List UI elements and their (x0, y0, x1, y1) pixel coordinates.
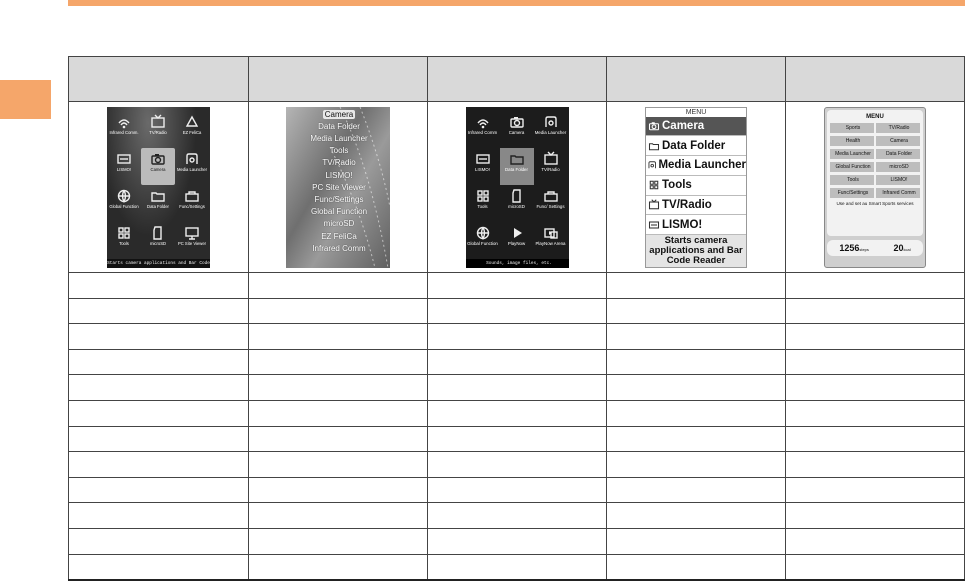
pc-icon (184, 225, 200, 241)
folder-icon (509, 151, 525, 167)
menu-comparison-table (68, 56, 965, 581)
menu-item-label: Data Folder (147, 203, 169, 209)
menu-list-item[interactable] (288, 121, 390, 133)
table-cell (607, 528, 786, 554)
table-cell (249, 554, 428, 580)
table-cell (249, 349, 428, 375)
table-cell (607, 324, 786, 350)
play-icon (509, 225, 525, 241)
menu-item-label: PlayNow (507, 240, 526, 246)
menu-list-item[interactable] (288, 133, 390, 145)
menu-item-label: Func/ Settings (536, 203, 565, 209)
table-cell (607, 349, 786, 375)
menu-list-item[interactable] (288, 243, 390, 255)
menu-item-label: microSD (149, 240, 167, 246)
menu-item-label: TV/Radio (322, 158, 356, 168)
table-cell (249, 452, 428, 478)
table-cell (249, 400, 428, 426)
table-cell (69, 375, 249, 401)
menu-icon-item[interactable] (141, 111, 175, 148)
media-launcher-icon (184, 151, 200, 167)
camera-icon (150, 151, 166, 167)
menu-icon-item[interactable] (534, 222, 568, 259)
status-line: Starts camera applications and Bar Code (107, 260, 210, 266)
folder-icon (150, 188, 166, 204)
table-header-row (69, 57, 965, 102)
table-row (69, 324, 965, 350)
table-cell (249, 503, 428, 529)
menu-note: Use and set au Smart Sports services (836, 200, 914, 206)
table-cell (69, 273, 249, 299)
menu-item-label: Infrared Comm (467, 129, 498, 135)
table-row (69, 400, 965, 426)
table-cell (69, 400, 249, 426)
table-row (69, 503, 965, 529)
menu-list (286, 107, 390, 255)
menu-item-label: Tools (119, 240, 129, 246)
menu-item-label: TV/Radio (662, 199, 712, 212)
text-list-menu-screen (286, 107, 390, 268)
table-cell (607, 273, 786, 299)
menu-list-item[interactable] (646, 136, 746, 156)
globe-icon (116, 188, 132, 204)
table-cell (786, 426, 965, 452)
table-cell (786, 298, 965, 324)
menu-icon-item[interactable] (500, 222, 534, 259)
screenshot-cell (786, 102, 965, 273)
menu-item-label: EZ FeliCa (182, 129, 202, 135)
menu-item-label: Global Function (109, 203, 139, 209)
table-cell (69, 452, 249, 478)
menu-list-item[interactable] (288, 231, 390, 243)
table-cell (428, 273, 607, 299)
menu-list-item[interactable] (646, 196, 746, 216)
menu-item-label: Infrared Comm. (109, 129, 139, 135)
menu-item-label: LISMO! (662, 218, 703, 231)
top-accent-bar (68, 0, 965, 6)
table-cell (428, 298, 607, 324)
table-cell (786, 400, 965, 426)
table-row (69, 554, 965, 580)
menu-item-label: TV/Radio (149, 129, 167, 135)
table-cell (428, 528, 607, 554)
tools-icon (116, 225, 132, 241)
tv-icon (543, 151, 559, 167)
arena-icon (543, 225, 559, 241)
table-cell (249, 477, 428, 503)
menu-icon-item[interactable] (466, 148, 500, 185)
menu-icon-item[interactable] (175, 222, 209, 259)
header-cell (607, 57, 786, 102)
table-cell (428, 349, 607, 375)
menu-item-label: Global Function (310, 207, 368, 217)
menu-button[interactable]: Media Launcher (830, 149, 874, 159)
table-cell (786, 273, 965, 299)
tv-icon (150, 114, 166, 130)
menu-icon-item[interactable] (466, 185, 500, 222)
table-cell (607, 503, 786, 529)
menu-icon-item[interactable] (500, 111, 534, 148)
lismo-icon (475, 151, 491, 167)
settings-icon (184, 188, 200, 204)
lismo-icon (647, 219, 661, 231)
menu-title: MENU (866, 113, 884, 120)
icon-grid-menu-screen (107, 107, 210, 268)
status-line: Sounds, image files, etc. (466, 259, 569, 268)
table-cell (786, 452, 965, 478)
menu-icon-item[interactable] (107, 111, 141, 148)
large-list-menu-screen (645, 107, 747, 268)
felica-icon (184, 114, 200, 130)
header-cell (69, 57, 249, 102)
table-cell (786, 324, 965, 350)
menu-item-label: Media Launcher (534, 129, 567, 135)
infrared-icon (116, 114, 132, 130)
screenshot-cell (249, 102, 428, 273)
screenshot-row (69, 102, 965, 273)
table-cell (428, 375, 607, 401)
infrared-icon (475, 114, 491, 130)
tv-icon (647, 199, 661, 211)
table-row (69, 477, 965, 503)
menu-icon-item[interactable] (500, 148, 534, 185)
header-cell (428, 57, 607, 102)
table-cell (249, 298, 428, 324)
menu-button[interactable]: Camera (876, 136, 920, 146)
menu-list-item[interactable] (288, 145, 390, 157)
menu-button[interactable]: Sports (830, 123, 874, 133)
menu-item-label: Data Folder (662, 139, 726, 152)
menu-list-item[interactable] (288, 182, 390, 194)
kcal-readout: 20kcal (893, 242, 911, 253)
menu-button[interactable]: Global Function (830, 162, 874, 172)
menu-item-label: Data Folder (505, 166, 528, 172)
table-row (69, 375, 965, 401)
table-row (69, 528, 965, 554)
table-cell (428, 426, 607, 452)
screenshot-cell (428, 102, 607, 273)
menu-item-label: Media Launcher (176, 166, 208, 172)
tools-icon (647, 179, 661, 191)
menu-icon-item[interactable] (466, 222, 500, 259)
menu-item-label: LISMO! (116, 166, 132, 172)
menu-item-label: Camera (150, 166, 166, 172)
menu-item-label: Tools (329, 146, 349, 156)
menu-button[interactable]: Func/Settings (830, 188, 874, 198)
menu-item-label: LISMO! (325, 170, 353, 180)
menu-icon-item[interactable] (175, 111, 209, 148)
table-cell (69, 554, 249, 580)
table-cell (786, 503, 965, 529)
menu-title: MENU (685, 108, 707, 116)
table-cell (69, 477, 249, 503)
menu-icon-item[interactable] (107, 185, 141, 222)
tools-icon (475, 188, 491, 204)
menu-item-label: Media Launcher (310, 133, 368, 143)
menu-item-label: Data Folder (318, 121, 360, 131)
table-row (69, 273, 965, 299)
menu-item-label: Tools (477, 203, 488, 209)
table-cell (428, 452, 607, 478)
folder-icon (647, 140, 661, 152)
table-cell (786, 554, 965, 580)
table-cell (249, 528, 428, 554)
media-launcher-icon (647, 159, 657, 171)
table-cell (69, 349, 249, 375)
menu-icon-item[interactable] (141, 222, 175, 259)
menu-item-label: microSD (323, 219, 355, 229)
chapter-side-tab (0, 80, 51, 119)
globe-icon (475, 225, 491, 241)
menu-item-label: Func/Settings (314, 194, 364, 204)
table-cell (786, 375, 965, 401)
table-cell (786, 477, 965, 503)
menu-icon-item[interactable] (175, 185, 209, 222)
menu-icon-item[interactable] (534, 111, 568, 148)
microsd-icon (509, 188, 525, 204)
header-cell (249, 57, 428, 102)
settings-icon (543, 188, 559, 204)
menu-icon-item[interactable] (141, 148, 175, 185)
table-row (69, 426, 965, 452)
table-cell (249, 375, 428, 401)
camera-icon (509, 114, 525, 130)
button-grid-menu-screen (824, 107, 926, 268)
menu-icon-item[interactable] (534, 148, 568, 185)
menu-item-label: Camera (508, 129, 525, 135)
table-cell (607, 426, 786, 452)
menu-item-label: Func/Settings (179, 203, 205, 209)
screenshot-cell (607, 102, 786, 273)
menu-list-item[interactable] (646, 215, 746, 235)
table-cell (69, 324, 249, 350)
lismo-icon (116, 151, 132, 167)
steps-readout: 1256steps (839, 242, 869, 253)
menu-description: Starts camera applications and Bar Code Reader (646, 235, 746, 267)
menu-button[interactable]: Health (830, 136, 874, 146)
menu-list-item[interactable] (646, 117, 746, 137)
menu-list-item[interactable] (288, 206, 390, 218)
table-cell (249, 324, 428, 350)
table-cell (786, 528, 965, 554)
pedometer-footer (827, 240, 923, 256)
table-cell (428, 400, 607, 426)
menu-item-label: Media Launcher (658, 159, 746, 172)
table-row (69, 349, 965, 375)
menu-item-label: microSD (508, 203, 525, 209)
menu-item-label: Camera (324, 109, 354, 119)
microsd-icon (150, 225, 166, 241)
camera-icon (647, 120, 661, 132)
table-cell (69, 298, 249, 324)
media-launcher-icon (543, 114, 559, 130)
menu-list-item[interactable] (288, 170, 390, 182)
menu-item-label: PC Site Viewer (312, 182, 366, 192)
table-cell (249, 273, 428, 299)
menu-button[interactable]: LISMO! (876, 175, 920, 185)
table-cell (786, 349, 965, 375)
menu-button[interactable]: Tools (830, 175, 874, 185)
table-cell (607, 298, 786, 324)
menu-button[interactable]: microSD (876, 162, 920, 172)
icon-grid-menu-screen (466, 107, 569, 268)
table-cell (607, 554, 786, 580)
menu-icon-item[interactable] (107, 148, 141, 185)
table-cell (428, 324, 607, 350)
menu-item-label: PC Site Viewer (177, 240, 207, 246)
menu-item-label: Global Function (467, 240, 498, 246)
menu-button[interactable]: Infrared Comm (876, 188, 920, 198)
menu-item-label: EZ FeliCa (321, 231, 357, 241)
table-cell (607, 400, 786, 426)
table-row (69, 298, 965, 324)
menu-list-item[interactable] (646, 156, 746, 176)
table-row (69, 452, 965, 478)
table-cell (69, 426, 249, 452)
menu-item-label: TV/Radio (541, 166, 560, 172)
menu-item-label: LISMO! (475, 166, 490, 172)
menu-icon-item[interactable] (500, 185, 534, 222)
table-cell (428, 554, 607, 580)
menu-icon-item[interactable] (534, 185, 568, 222)
menu-panel (827, 110, 923, 236)
menu-list-item[interactable] (288, 109, 390, 121)
menu-icon-item[interactable] (466, 111, 500, 148)
table-cell (428, 477, 607, 503)
menu-button[interactable]: Data Folder (876, 149, 920, 159)
menu-list-item[interactable] (288, 218, 390, 230)
menu-button[interactable]: TV/Radio (876, 123, 920, 133)
menu-item-label: Infrared Comm (312, 243, 366, 253)
menu-icon-item[interactable] (141, 185, 175, 222)
table-cell (428, 503, 607, 529)
menu-list-item[interactable] (288, 194, 390, 206)
menu-item-label: PlayNow Arena (535, 240, 566, 246)
menu-list-item[interactable] (646, 176, 746, 196)
table-cell (69, 503, 249, 529)
header-cell (786, 57, 965, 102)
table-cell (249, 426, 428, 452)
table-cell (607, 375, 786, 401)
table-cell (69, 528, 249, 554)
table-cell (607, 477, 786, 503)
menu-item-label: Tools (662, 179, 692, 192)
menu-list-item[interactable] (288, 157, 390, 169)
screenshot-cell (69, 102, 249, 273)
menu-icon-item[interactable] (175, 148, 209, 185)
table-cell (607, 452, 786, 478)
menu-icon-item[interactable] (107, 222, 141, 259)
menu-item-label: Camera (662, 119, 705, 132)
